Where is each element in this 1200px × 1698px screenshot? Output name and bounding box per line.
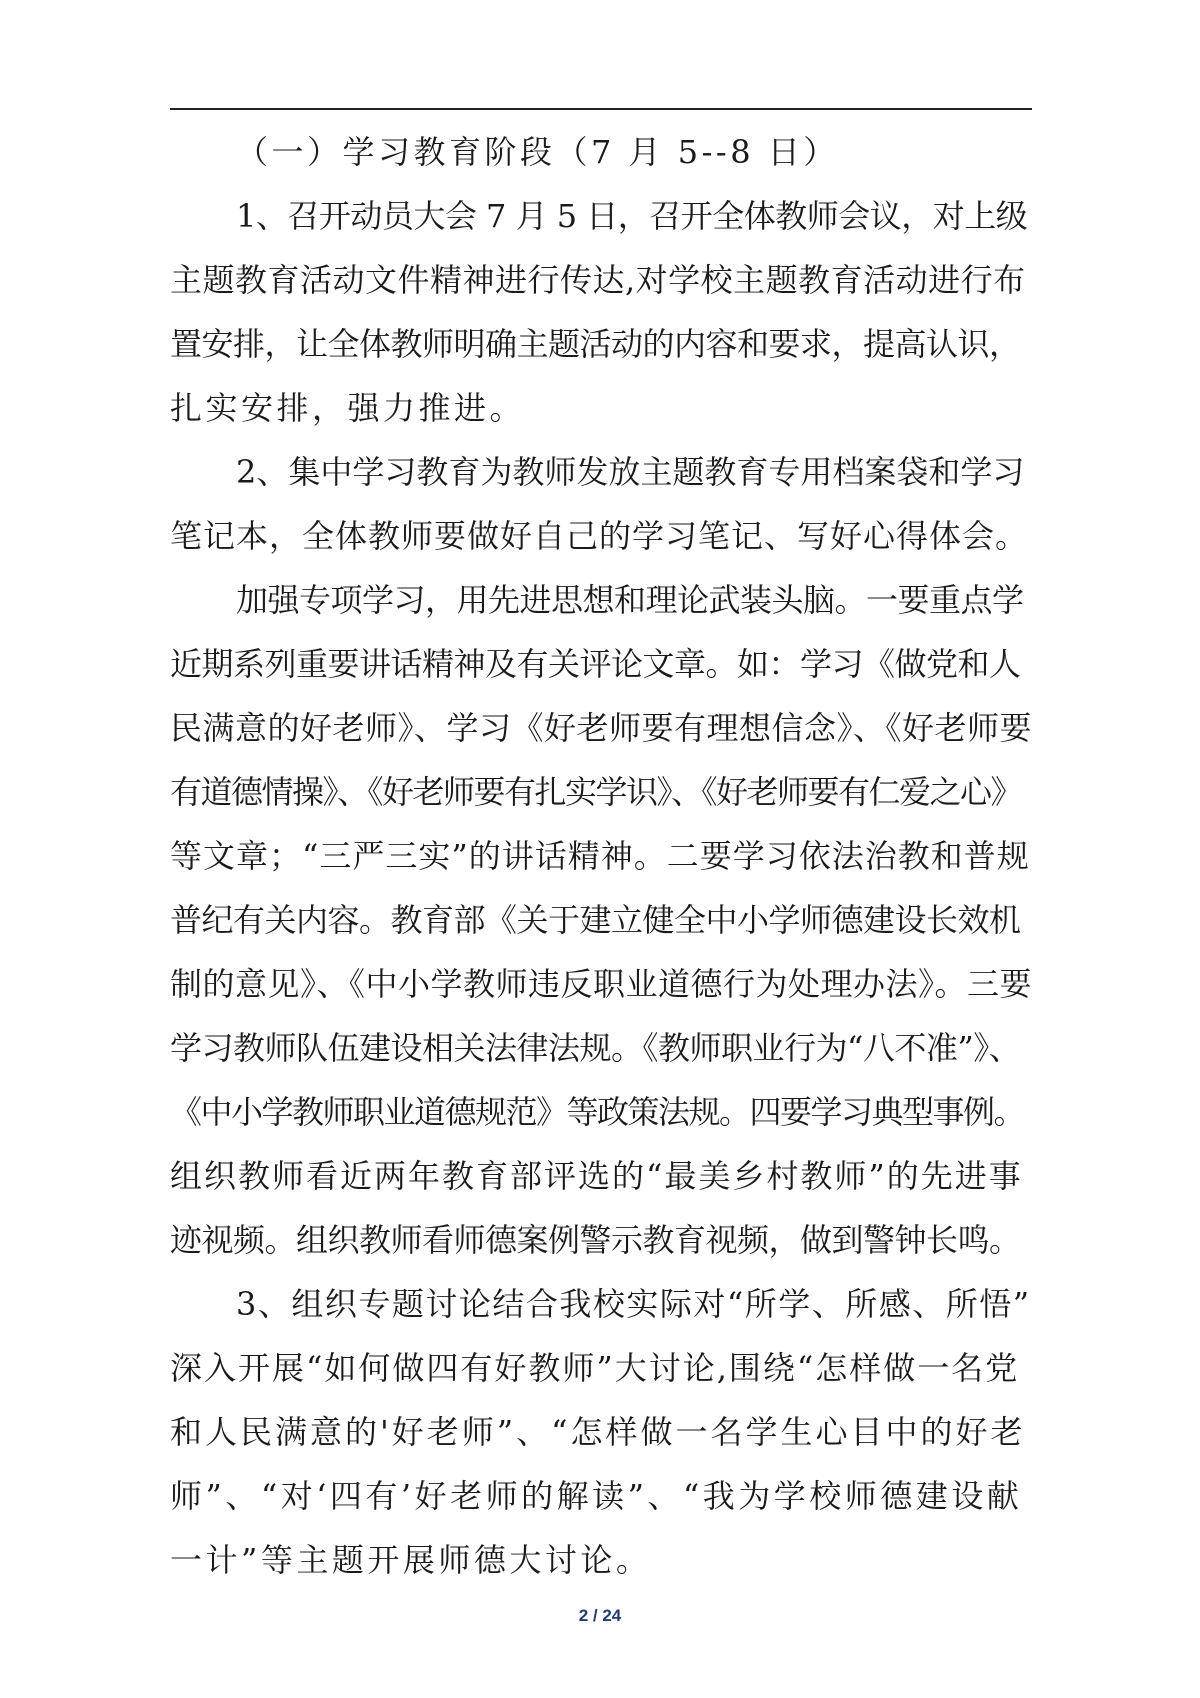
paragraph-line: 和人民满意的'好老师”、“怎样做一名学生心目中的好老 <box>170 1413 1026 1451</box>
page-number: 2 / 24 <box>578 1606 622 1625</box>
paragraph-line: 扎实安排，强力推进。 <box>170 389 526 427</box>
paragraph-line: 加强专项学习，用先进思想和理论武装头脑。一要重点学 <box>236 581 1024 619</box>
paragraph-line: 2、集中学习教育为教师发放主题教育专用档案袋和学习 <box>236 453 1025 491</box>
header-rule <box>170 108 1032 110</box>
paragraph-line: 普纪有关内容。教育部《关于建立健全中小学师德建设长效机 <box>170 901 1021 939</box>
paragraph-line: 深入开展“如何做四有好教师”大讨论,围绕“怎样做一名党 <box>170 1349 1020 1387</box>
paragraph-line: 近期系列重要讲话精神及有关评论文章。如：学习《做党和人 <box>170 645 1021 683</box>
paragraph-line: 师”、“对‘四有’好老师的解读”、“我为学校师德建设献 <box>170 1477 1023 1515</box>
paragraph-line: 民满意的好老师》、学习《好老师要有理想信念》、《好老师要 <box>170 709 1033 747</box>
paragraph-line: 1、召开动员大会 7 月 5 日，召开全体教师会议，对上级 <box>236 197 1028 235</box>
paragraph-line: 笔记本，全体教师要做好自己的学习笔记、写好心得体会。 <box>170 517 1029 555</box>
paragraph-line: 《中小学教师职业道德规范》等政策法规。四要学习典型事例。 <box>170 1093 1025 1131</box>
paragraph-line: 主题教育活动文件精神进行传达,对学校主题教育活动进行布 <box>170 261 1026 299</box>
paragraph-line: 学习教师队伍建设相关法律法规。《教师职业行为“八不准”》、 <box>170 1029 1021 1067</box>
section-heading: （一）学习教育阶段（7 月 5--8 日） <box>236 133 839 171</box>
paragraph-line: 组织教师看近两年教育部评选的“最美乡村教师”的先进事 <box>170 1157 1023 1195</box>
paragraph-line: 3、组织专题讨论结合我校实际对“所学、所感、所悟” <box>236 1285 1031 1323</box>
paragraph-line: 有道德情操》、《好老师要有扎实学识》、《好老师要有仁爱之心》 <box>170 773 1022 811</box>
paragraph-line: 等文章；“三严三实”的讲话精神。二要学习依法治教和普规 <box>170 837 1030 875</box>
paragraph-line: 置安排，让全体教师明确主题活动的内容和要求，提高认识， <box>170 325 1021 363</box>
document-body <box>170 120 1032 1592</box>
paragraph-line: 一计”等主题开展师德大讨论。 <box>170 1541 652 1579</box>
paragraph-line: 迹视频。组织教师看师德案例警示教育视频，做到警钟长鸣。 <box>170 1221 1021 1259</box>
paragraph-line: 制的意见》、《中小学教师违反职业道德行为处理办法》。三要 <box>170 965 1033 1003</box>
